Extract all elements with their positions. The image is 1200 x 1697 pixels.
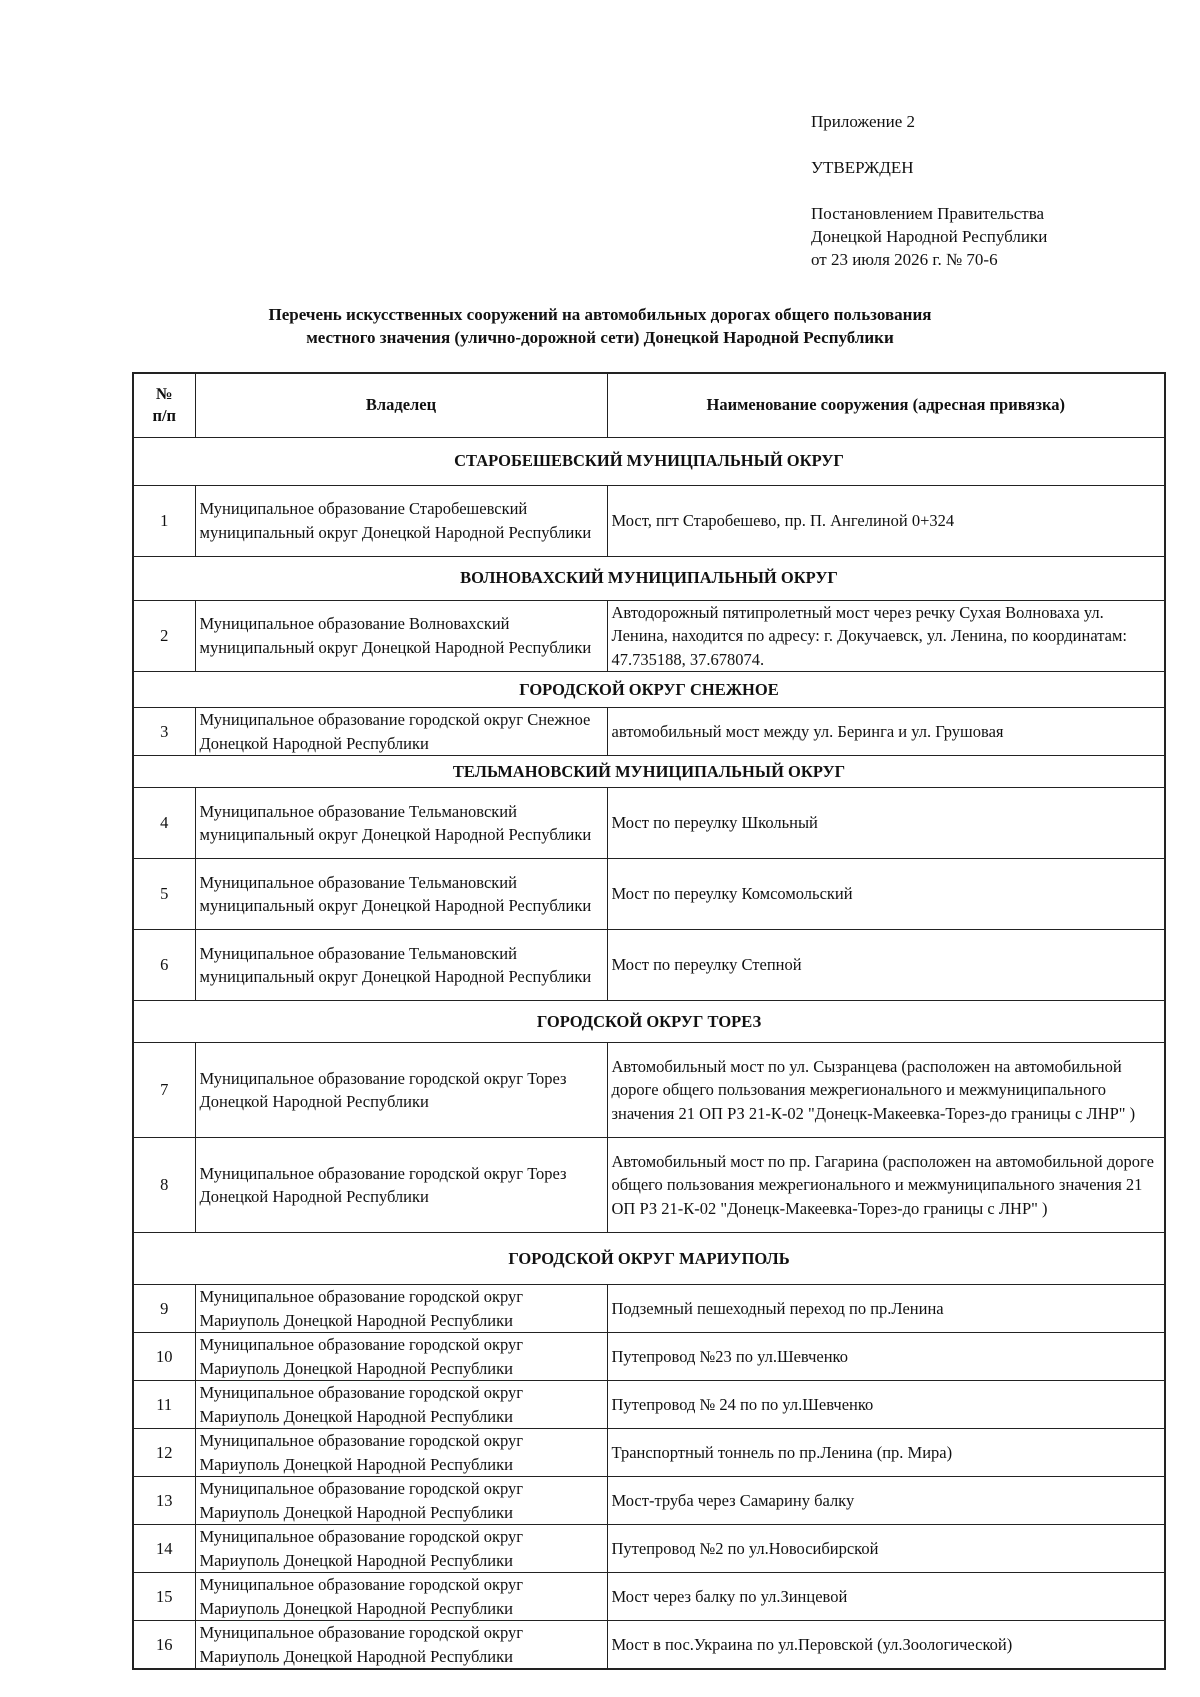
row-number: 13 <box>133 1477 195 1525</box>
row-owner: Муниципальное образование Волноваxский муниципальный округ Донецкой Народной Республики <box>195 600 607 672</box>
row-object: Транспортный тоннель по пр.Ленина (пр. Мира) <box>607 1429 1165 1477</box>
row-number: 11 <box>133 1381 195 1429</box>
row-owner: Муниципальное образование городской округ Мариуполь Донецкой Народной Республики <box>195 1621 607 1670</box>
row-object: Путепровод №23 по ул.Шевченко <box>607 1333 1165 1381</box>
row-number: 2 <box>133 600 195 672</box>
header-number-line-1: № <box>155 384 173 404</box>
row-number: 9 <box>133 1285 195 1333</box>
row-owner: Муниципальное образование городской округ Мариуполь Донецкой Народной Республики <box>195 1429 607 1477</box>
section-title: ГОРОДСКОЙ ОКРУГ ТОРЕЗ <box>133 1001 1165 1043</box>
section-row <box>133 756 1165 788</box>
row-owner: Муниципальное образование Тельмановский муниципальный округ Донецкой Народной Республики <box>195 930 607 1001</box>
row-object: Мост, пгт Старобешево, пр. П. Ангелиной 0+324 <box>607 485 1165 556</box>
row-number: 16 <box>133 1621 195 1670</box>
section-title: ГОРОДСКОЙ ОКРУГ МАРИУПОЛЬ <box>133 1233 1165 1285</box>
row-object: Мост через балку по ул.Зинцевой <box>607 1573 1165 1621</box>
header-number-line-2: п/п <box>152 406 177 426</box>
section-title: ГОРОДСКОЙ ОКРУГ СНЕЖНОЕ <box>133 672 1165 708</box>
table-row <box>133 1573 1165 1621</box>
row-owner: Муниципальное образование Тельмановский муниципальный округ Донецкой Народной Республики <box>195 859 607 930</box>
row-owner: Муниципальное образование городской округ Мариуполь Донецкой Народной Республики <box>195 1477 607 1525</box>
table-row <box>133 708 1165 756</box>
table-row <box>133 859 1165 930</box>
row-number: 14 <box>133 1525 195 1573</box>
row-owner: Муниципальное образование городской округ Снежное Донецкой Народной Республики <box>195 708 607 756</box>
table-row <box>133 1138 1165 1233</box>
row-object: Мост-труба через Самарину балку <box>607 1477 1165 1525</box>
row-object: Подземный пешеходный переход по пр.Ленина <box>607 1285 1165 1333</box>
section-title: СТАРОБЕШЕВСКИЙ МУНИЦПАЛЬНЫЙ ОКРУГ <box>133 437 1165 485</box>
row-owner: Муниципальное образование Тельмановский муниципальный округ Донецкой Народной Республики <box>195 788 607 859</box>
row-number: 12 <box>133 1429 195 1477</box>
row-object: Путепровод № 24 по по ул.Шевченко <box>607 1381 1165 1429</box>
table-header-row <box>133 373 1165 437</box>
table-row <box>133 930 1165 1001</box>
row-number: 5 <box>133 859 195 930</box>
approval-block <box>811 110 1047 271</box>
section-row <box>133 672 1165 708</box>
section-row <box>133 556 1165 600</box>
table-row <box>133 485 1165 556</box>
row-owner: Муниципальное образование городской округ Мариуполь Донецкой Народной Республики <box>195 1333 607 1381</box>
appendix-label: Приложение 2 <box>811 112 915 131</box>
header-owner: Владелец <box>195 373 607 437</box>
row-owner: Муниципальное образование городской округ Мариуполь Донецкой Народной Республики <box>195 1285 607 1333</box>
table-row <box>133 1621 1165 1670</box>
row-object: Автомобильный мост по пр. Гагарина (расположен на автомобильной дороге общего пользования межрегионального и межмуниципального значения 21 ОП РЗ 21-К-02 "Донецк-Макеевка-Торез-до границы с ЛНР" ) <box>607 1138 1165 1233</box>
row-object: Мост в пос.Украина по ул.Перовской (ул.Зоологической) <box>607 1621 1165 1670</box>
table-row <box>133 1381 1165 1429</box>
decree-line-3: от 23 июля 2026 г. № 70-6 <box>811 250 998 269</box>
row-owner: Муниципальное образование городской округ Мариуполь Донецкой Народной Республики <box>195 1573 607 1621</box>
row-owner: Муниципальное образование городской округ Мариуполь Донецкой Народной Республики <box>195 1381 607 1429</box>
header-number <box>133 373 195 437</box>
row-object: Путепровод №2 по ул.Новосибирской <box>607 1525 1165 1573</box>
row-number: 10 <box>133 1333 195 1381</box>
structures-table <box>132 372 1166 1670</box>
row-object: Автодорожный пятипролетный мост через речку Сухая Волноваха ул. Ленина, находится по адресу: г. Докучаевск, ул. Ленина, по координатам: 47.735188, 37.678074. <box>607 600 1165 672</box>
section-title: ВОЛНОВАХСКИЙ МУНИЦИПАЛЬНЫЙ ОКРУГ <box>133 556 1165 600</box>
title-line-2: местного значения (улично-дорожной сети) Донецкой Народной Республики <box>306 328 894 347</box>
section-title: ТЕЛЬМАНОВСКИЙ МУНИЦИПАЛЬНЫЙ ОКРУГ <box>133 756 1165 788</box>
row-object: Мост по переулку Комсомольский <box>607 859 1165 930</box>
approved-label: УТВЕРЖДЕН <box>811 158 914 177</box>
row-owner: Муниципальное образование Старобешевский муниципальный округ Донецкой Народной Республики <box>195 485 607 556</box>
row-object: Мост по переулку Степной <box>607 930 1165 1001</box>
section-row <box>133 1001 1165 1043</box>
row-number: 6 <box>133 930 195 1001</box>
table-row <box>133 788 1165 859</box>
row-object: автомобильный мост между ул. Беринга и ул. Грушовая <box>607 708 1165 756</box>
decree-line-2: Донецкой Народной Республики <box>811 227 1048 246</box>
document-title <box>150 303 1050 349</box>
table-row <box>133 600 1165 672</box>
row-number: 1 <box>133 485 195 556</box>
row-owner: Муниципальное образование городской округ Торез Донецкой Народной Республики <box>195 1138 607 1233</box>
header-object: Наименование сооружения (адресная привязка) <box>607 373 1165 437</box>
title-line-1: Перечень искусственных сооружений на автомобильных дорогах общего пользования <box>268 305 932 324</box>
section-row <box>133 437 1165 485</box>
row-owner: Муниципальное образование городской округ Торез Донецкой Народной Республики <box>195 1043 607 1138</box>
row-number: 8 <box>133 1138 195 1233</box>
row-owner: Муниципальное образование городской округ Мариуполь Донецкой Народной Республики <box>195 1525 607 1573</box>
table-row <box>133 1043 1165 1138</box>
table-row <box>133 1285 1165 1333</box>
table-row <box>133 1477 1165 1525</box>
row-number: 7 <box>133 1043 195 1138</box>
table-body <box>133 437 1165 1669</box>
table-row <box>133 1429 1165 1477</box>
row-number: 3 <box>133 708 195 756</box>
section-row <box>133 1233 1165 1285</box>
row-number: 4 <box>133 788 195 859</box>
row-number: 15 <box>133 1573 195 1621</box>
table-row <box>133 1333 1165 1381</box>
decree-line-1: Постановлением Правительства <box>811 204 1045 223</box>
table-row <box>133 1525 1165 1573</box>
row-object: Автомобильный мост по ул. Сызранцева (расположен на автомобильной дороге общего пользования межрегионального и межмуниципального значения 21 ОП РЗ 21-К-02 "Донецк-Макеевка-Торез-до границы с ЛНР" ) <box>607 1043 1165 1138</box>
row-object: Мост по переулку Школьный <box>607 788 1165 859</box>
